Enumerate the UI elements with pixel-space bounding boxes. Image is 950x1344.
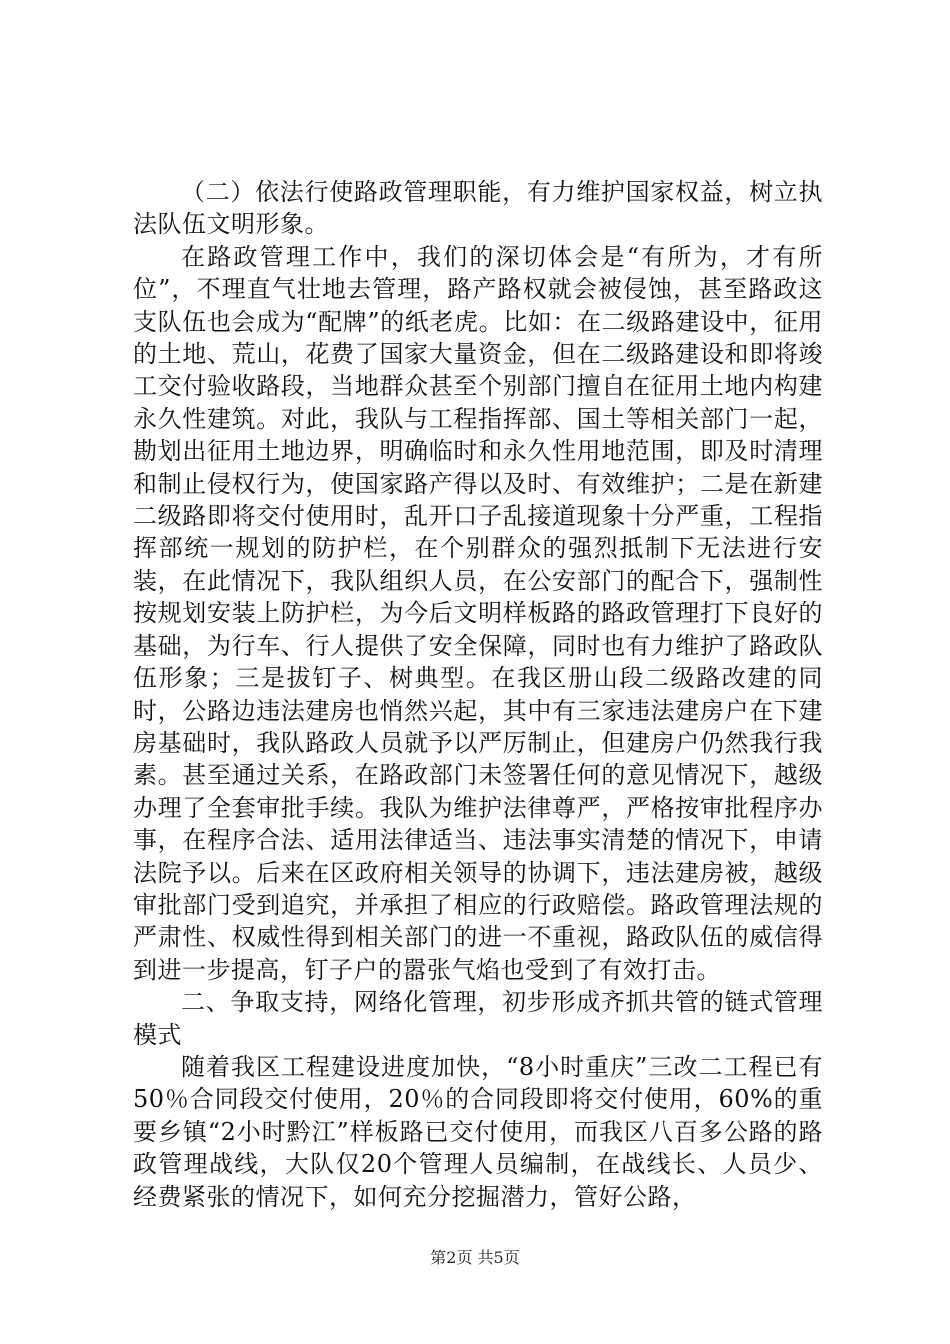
document-body: [133, 176, 823, 1213]
page-footer: 第2页 共5页: [430, 1248, 520, 1267]
paragraph-body: 在路政管理工作中，我们的深切体会是“有所为，才有所位”，不理直气壮地去管理，路产路权就会被侵蚀，甚至路政这支队伍也会成为“配牌”的纸老虎。比如：在二级路建设中，征用的土地、荒山，花费了国家大量资金，但在二级路建设和即将竣工交付验收路段，当地群众甚至个别部门擅自在征用土地内构建永久性建筑。对此，我队与工程指挥部、国土等相关部门一起，勘划出征用土地边界，明确临时和永久性用地范围，即及时清理和制止侵权行为，使国家路产得以及时、有效维护；二是在新建二级路即将交付使用时，乱开口子乱接道现象十分严重，工程指挥部统一规划的防护栏，在个别群众的强烈抵制下无法进行安装，在此情况下，我队组织人员，在公安部门的配合下，强制性按规划安装上防护栏，为今后文明样板路的路政管理打下良好的基础，为行车、行人提供了安全保障，同时也有力维护了路政队伍形象；三是拔钉子、树典型。在我区册山段二级路改建的同时，公路边违法建房也悄然兴起，其中有三家违法建房户在下建房基础时，我队路政人员就予以严厉制止，但建房户仍然我行我素。甚至通过关系，在路政部门未签署任何的意见情况下，越级办理了全套审批手续。我队为维护法律尊严，严格按审批程序办事，在程序合法、适用法律适当、违法事实清楚的情况下，申请法院予以。后来在区政府相关领导的协调下，违法建房被，越级审批部门受到追究，并承担了相应的行政赔偿。路政管理法规的严肃性、权威性得到相关部门的进一不重视，路政队伍的威信得到进一步提高，钉子户的嚣张气焰也受到了有效打击。: [133, 242, 823, 984]
paragraph-body-2: 随着我区工程建设进度加快，“8小时重庆”三改二工程已有50％合同段交付使用，20％的合同段即将交付使用，60%的重要乡镇“2小时黔江”样板路已交付使用，而我区八百多公路的路政管理战线，大队仅20个管理人员编制，在战线长、人员少、经费紧张的情况下，如何充分挖掘潜力，管好公路，: [133, 1052, 823, 1211]
paragraph-section-heading: （二）依法行使路政管理职能，有力维护国家权益，树立执法队伍文明形象。: [133, 178, 823, 239]
paragraph-section-heading-2: 二、争取支持，网络化管理，初步形成齐抓共管的链式管理模式: [133, 988, 823, 1049]
